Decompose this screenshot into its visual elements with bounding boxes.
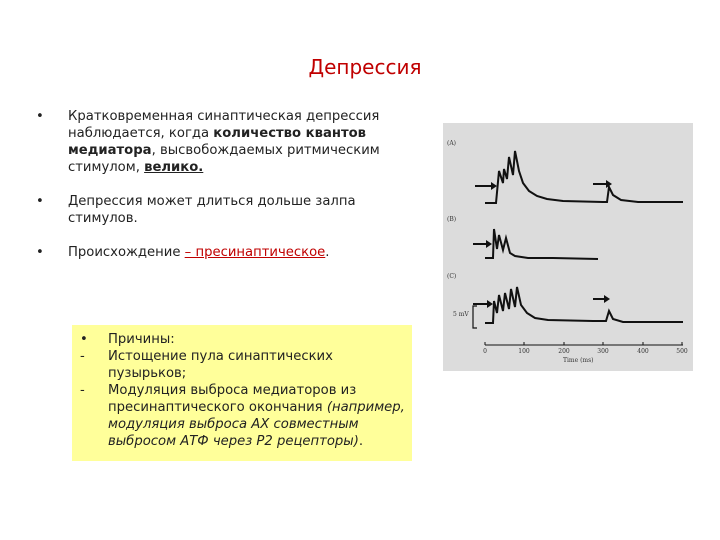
epsp-figure xyxy=(443,123,693,371)
panel-label-a: (A) xyxy=(447,140,457,147)
x-tick-label: 300 xyxy=(597,348,609,355)
cause-item-2 xyxy=(72,382,412,450)
bullet-text: . xyxy=(325,245,330,260)
cause-italic-text: (например, модуляция выброса АХ совместным выбросом АТФ через P2 рецепторы) xyxy=(108,400,405,449)
x-tick-label: 500 xyxy=(676,348,688,355)
bullet-list xyxy=(36,108,416,278)
cause-text: Истощение пула синаптических пузырьков; xyxy=(108,349,333,381)
bullet-bold-underlined-text: велико. xyxy=(144,160,204,175)
causes-heading: Причины: xyxy=(108,332,175,347)
bullet-item-3 xyxy=(36,244,416,261)
cause-text: . xyxy=(358,434,364,449)
epsp-traces-svg xyxy=(443,123,693,371)
scale-bar xyxy=(473,306,477,328)
cause-item-1 xyxy=(72,348,412,382)
causes-heading-row xyxy=(72,331,412,348)
x-tick-label: 400 xyxy=(637,348,649,355)
bullet-red-underlined-text: – пресинаптическое xyxy=(184,245,326,260)
scale-bar-label: 5 mV xyxy=(453,311,469,318)
bullet-item-2 xyxy=(36,193,416,227)
stimulus-arrow xyxy=(473,240,492,248)
bullet-marker: • xyxy=(80,332,88,347)
bullet-text: , высвобождаемых ритмическим стимулом, xyxy=(68,143,380,175)
panel-label-b: (B) xyxy=(447,216,457,223)
x-axis-label: Time (ms) xyxy=(563,357,594,364)
slide-title: Депрессия xyxy=(308,55,422,79)
bullet-bold-text: количество квантов медиатора xyxy=(68,126,367,158)
stimulus-arrow xyxy=(593,295,610,303)
x-tick-label: 100 xyxy=(518,348,530,355)
x-tick-label: 0 xyxy=(483,348,487,355)
bullet-marker: • xyxy=(36,245,44,260)
causes-box xyxy=(72,325,412,461)
stimulus-arrow xyxy=(473,300,493,308)
panel-label-c: (C) xyxy=(447,273,457,280)
bullet-marker: • xyxy=(36,109,44,124)
cause-text: Модуляция выброса медиаторов из пресинаптического окончания xyxy=(108,383,357,415)
bullet-text: Кратковременная синаптическая депрессия наблюдается, когда xyxy=(68,109,380,141)
trace-c xyxy=(485,287,683,323)
dash-marker: - xyxy=(80,383,85,398)
bullet-marker: • xyxy=(36,194,44,209)
trace-b xyxy=(485,229,598,259)
bullet-text: Депрессия может длиться дольше залпа стимулов. xyxy=(68,194,356,226)
dash-marker: - xyxy=(80,349,85,364)
bullet-item-1 xyxy=(36,108,416,176)
stimulus-arrow xyxy=(475,182,497,190)
bullet-text: Происхождение xyxy=(68,245,185,260)
x-tick-label: 200 xyxy=(558,348,570,355)
trace-a xyxy=(485,151,683,203)
